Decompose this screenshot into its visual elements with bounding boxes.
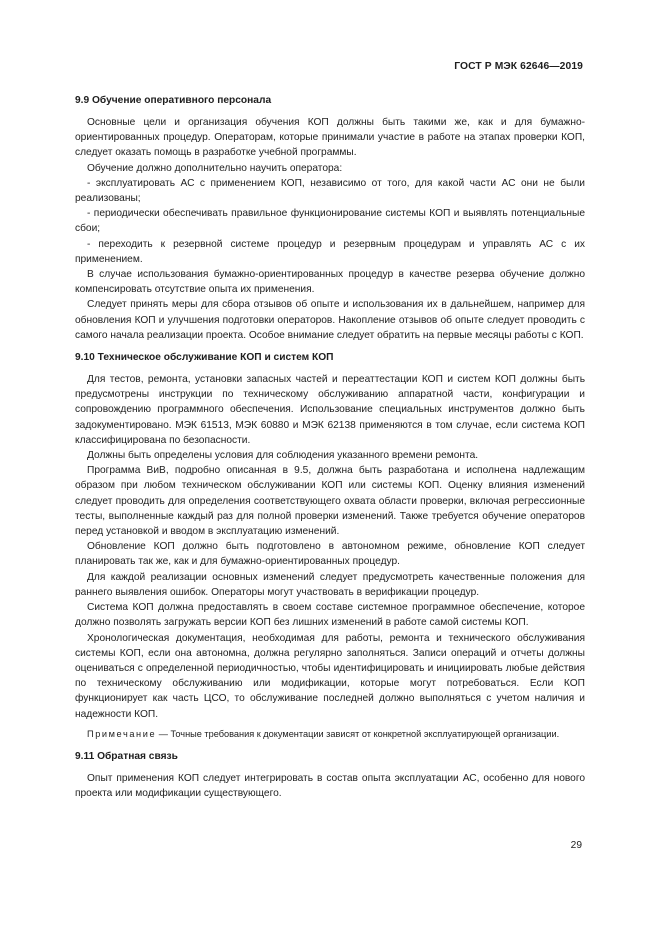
- list-item: - периодически обеспечивать правильное функционирование системы КОП и выявлять потенциальные сбои;: [75, 208, 585, 235]
- paragraph: В случае использования бумажно-ориентированных процедур в качестве резерва обучение должно компенсировать отсутствие опыта их применения.: [75, 269, 585, 296]
- section-9-10: [75, 350, 585, 741]
- paragraph: Система КОП должна предоставлять в своем составе системное программное обеспечение, которое должно позволять загружать версии КОП без лишних изменений в работе самой системы КОП.: [75, 602, 585, 629]
- section-9-11: [75, 749, 585, 801]
- section-title: 9.10 Техническое обслуживание КОП и систем КОП: [75, 352, 334, 364]
- list-item: - эксплуатировать АС с применением КОП, независимо от того, для какой части АС они не были реализованы;: [75, 177, 585, 205]
- paragraph: Для тестов, ремонта, установки запасных частей и переаттестации КОП и систем КОП должны быть предусмотрены инструкции по техническому обслуживанию аппаратной части, конфигурации и сопровождению программного обеспечения. Использование специальных инструментов должно быть задокументировано. МЭК 61513, МЭК 60880 и МЭК 62138 применяются в том случае, если система КОП классифицирована по безопасности.: [75, 374, 585, 446]
- paragraph: Для каждой реализации основных изменений следует предусмотреть качественные положения для раннего выявления ошибок. Операторы могут участвовать в верификации процедур.: [75, 571, 585, 598]
- section-9-9: [75, 93, 585, 343]
- paragraph: Опыт применения КОП следует интегрировать в состав опыта эксплуатации АС, особенно для нового проекта или модификации существующего.: [75, 772, 585, 799]
- list-item: - переходить к резервной системе процедур и резервным процедурам и управлять АС с их применением.: [75, 238, 585, 265]
- note: [75, 728, 585, 741]
- paragraph: Основные цели и организация обучения КОП должны быть такими же, как и для бумажно-ориентированных процедур. Операторам, которые принимали участие в работе на этапах проверки КОП, следует оказать помощь в разработке учебной программы.: [75, 117, 585, 159]
- paragraph: Хронологическая документация, необходимая для работы, ремонта и технического обслуживания системы КОП, если она автономна, должна регулярно заполняться. Записи операций и отчеты должны оцениваться с определенной периодичностью, чтобы идентифицировать и инициировать любые действия по техническому обслуживанию или модификации, которые могут потребоваться. Если КОП функционирует как часть ЦСО, то обслуживание последней должно выполняться с учетом наличия и надежности КОП.: [75, 632, 585, 720]
- note-text: — Точные требования к документации зависят от конкретной эксплуатирующей организации.: [156, 728, 560, 739]
- section-title: 9.11 Обратная связь: [75, 750, 178, 762]
- section-title: 9.9 Обучение оперативного персонала: [75, 95, 272, 106]
- paragraph: Обновление КОП должно быть подготовлено в автономном режиме, обновление КОП следует планировать так же, как и для бумажно-ориентированных процедур.: [75, 541, 585, 568]
- paragraph: Следует принять меры для сбора отзывов об опыте и использования их в дальнейшем, например для обновления КОП и улучшения подготовки операторов. Накопление отзывов об опыте следует проводить с самого начала реализации проекта. Особое внимание следует обратить на первые месяцы работы с КОП.: [75, 299, 585, 341]
- paragraph: Программа ВиВ, подробно описанная в 9.5, должна быть разработана и исполнена надлежащим образом при любом техническом обслуживании КОП или системы КОП. Оценку влияния изменений следует проводить для определения соответствующего охвата области проверки, включая регрессионные тесты, выполненные каждый раз для полной проверки изменений. Также требуется обучение операторов перед установкой и вводом в эксплуатацию изменений.: [75, 465, 585, 538]
- note-label: Примечание: [87, 728, 157, 739]
- paragraph: Должны быть определены условия для соблюдения указанного времени ремонта.: [87, 450, 479, 462]
- document-header: ГОСТ Р МЭК 62646—2019: [454, 61, 583, 72]
- paragraph: Обучение должно дополнительно научить оператора:: [87, 162, 343, 174]
- document-body: [75, 93, 585, 808]
- page-number: 29: [570, 840, 582, 851]
